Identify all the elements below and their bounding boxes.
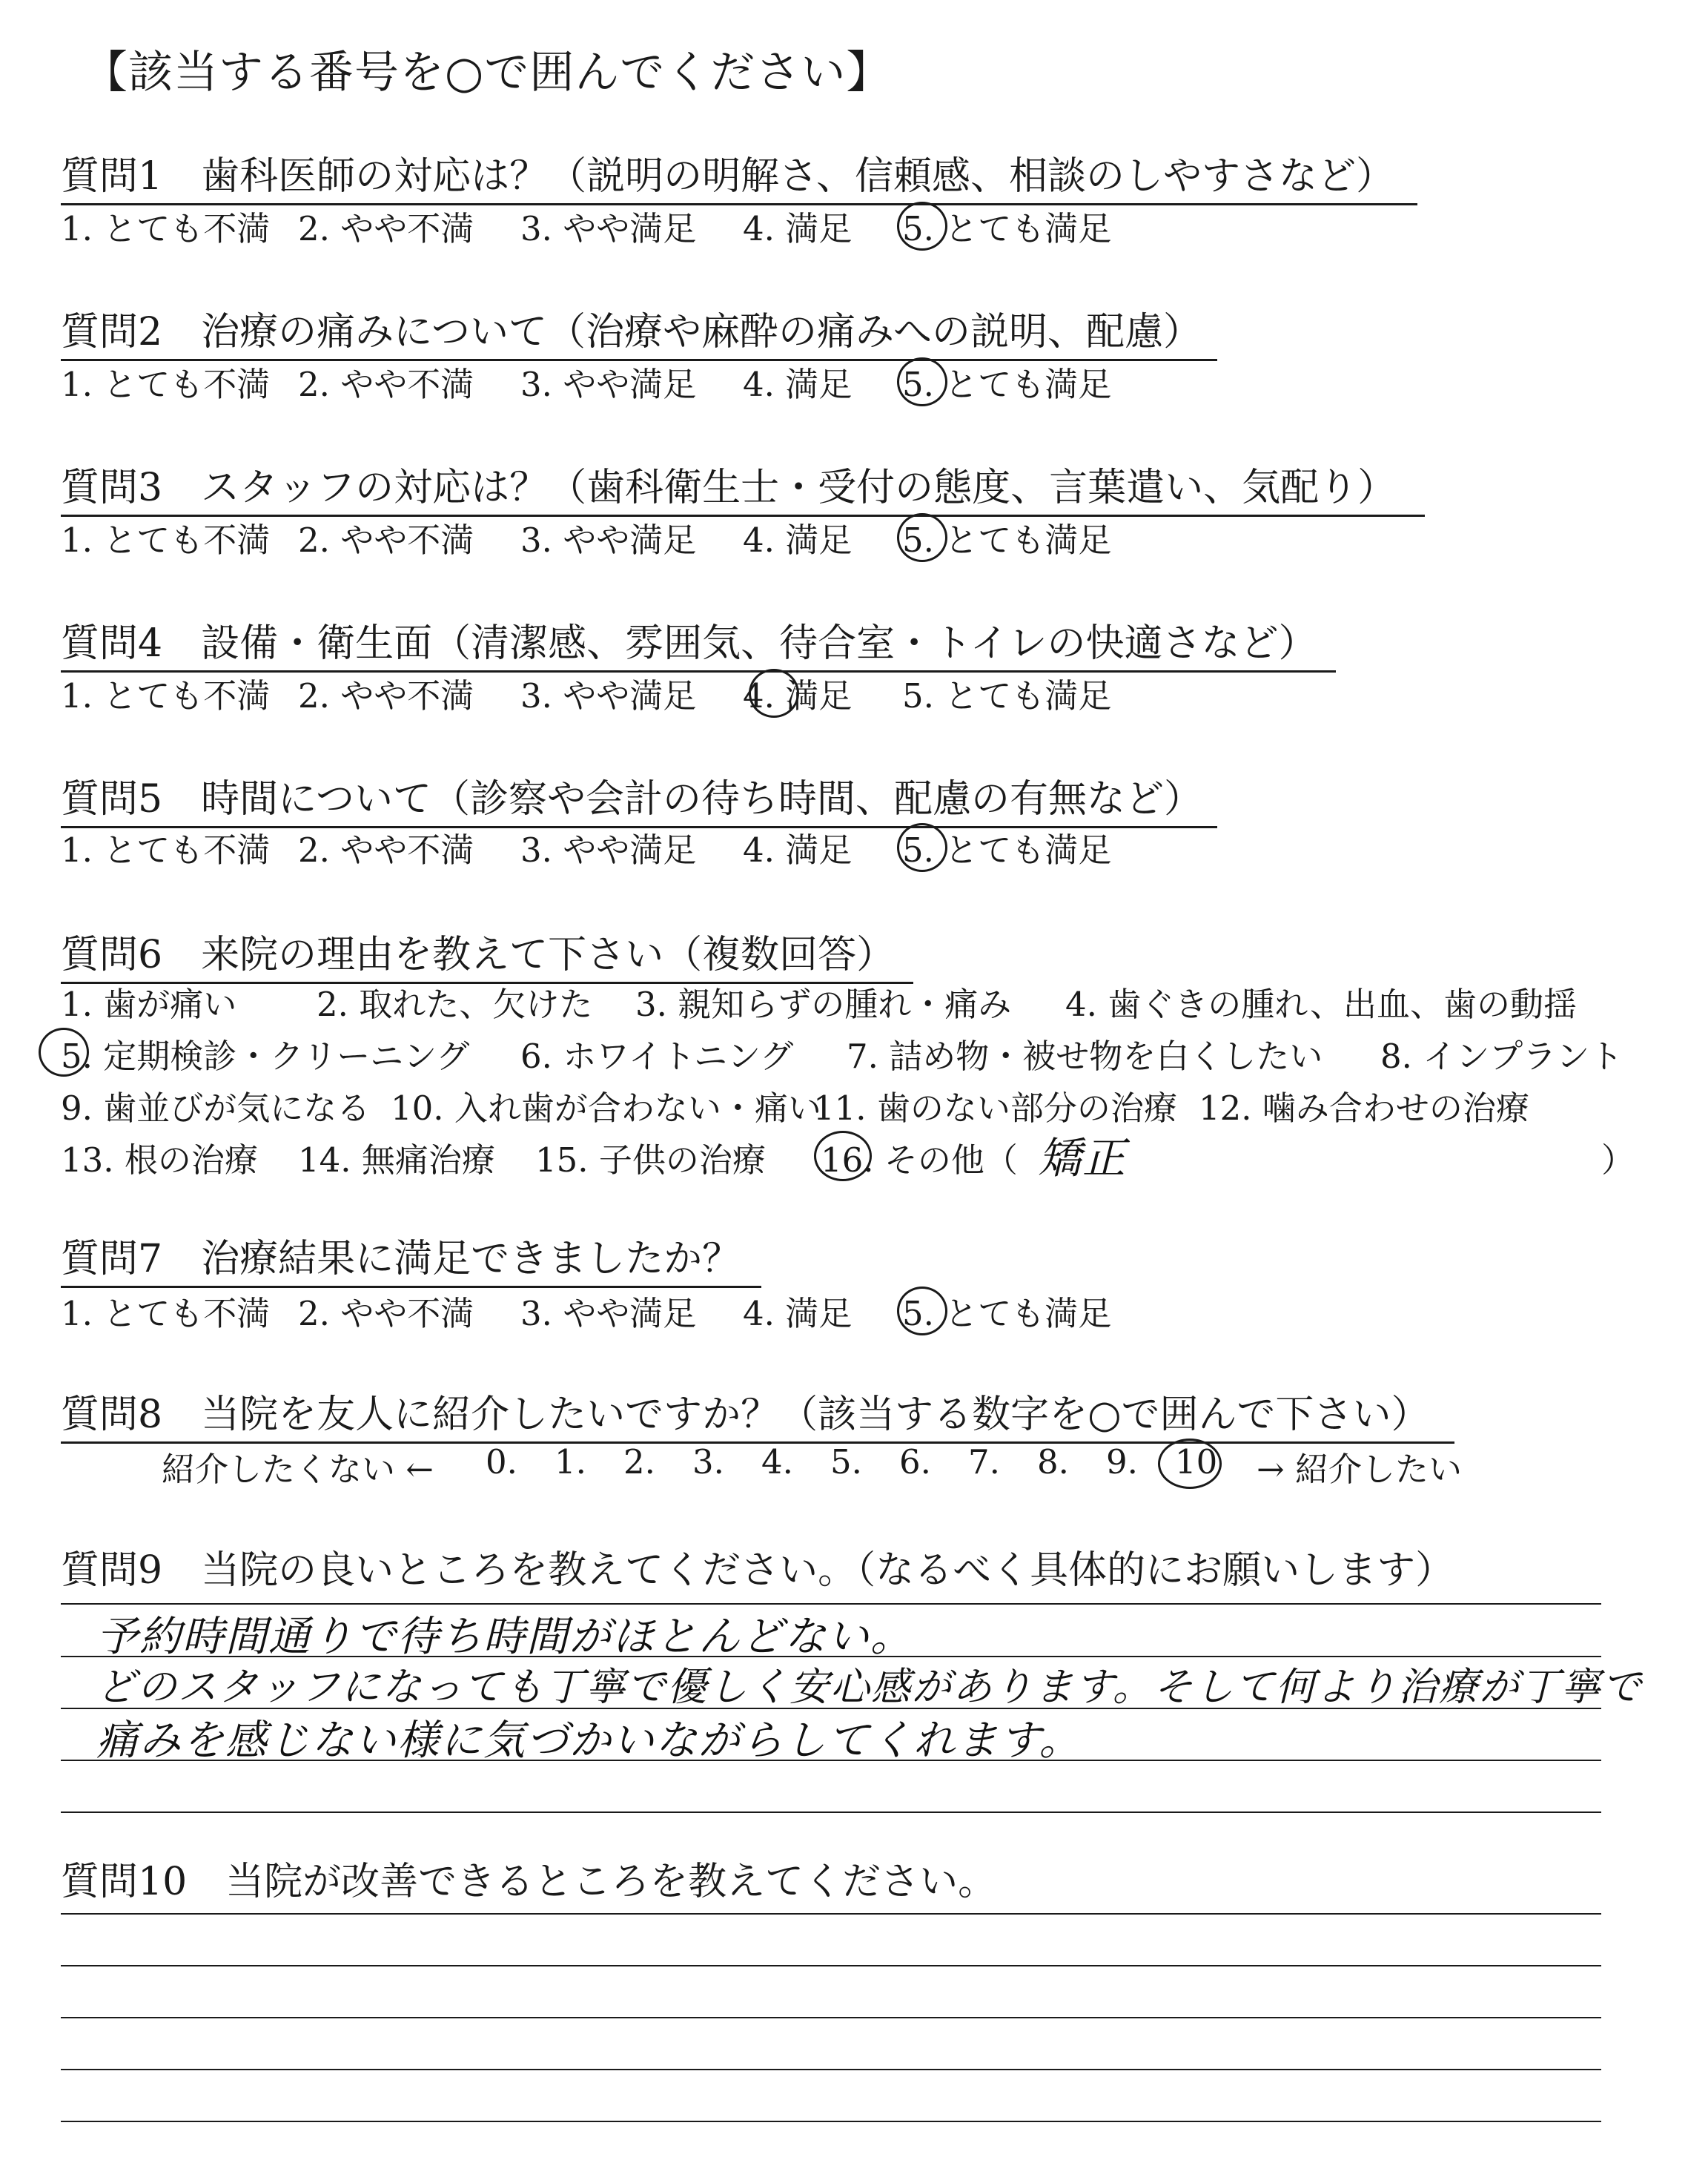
question-8-label: 質問8 当院を友人に紹介したいですか？（該当する数字を○で囲んで下さい）	[61, 1383, 1454, 1444]
question-1-options[interactable]	[61, 202, 1111, 250]
q3-option-3[interactable]: 3. やや満足	[520, 521, 697, 560]
q5-option-1[interactable]: 1. とても不満	[61, 830, 271, 870]
q5-option-4[interactable]: 4. 満足	[743, 830, 853, 870]
q6-option-16-circle	[814, 1131, 872, 1181]
q8-number-7[interactable]: 7.	[968, 1442, 1000, 1482]
q8-number-0[interactable]: 0.	[486, 1442, 517, 1482]
q6-option-11[interactable]: 11. 歯のない部分の治療	[813, 1089, 1177, 1128]
q6-options-row-3[interactable]	[61, 1081, 1529, 1129]
q6-option-13[interactable]: 13. 根の治療	[61, 1140, 258, 1180]
q6-other-handwritten: 矯正	[1038, 1133, 1128, 1183]
q8-number-10[interactable]: 10	[1175, 1442, 1218, 1482]
question-3-label: 質問3 スタッフの対応は？（歯科衛生士・受付の態度、言葉遣い、気配り）	[61, 456, 1425, 517]
q1-selection-circle	[897, 202, 947, 251]
q8-number-2[interactable]: 2.	[623, 1442, 655, 1482]
q4-selection-circle	[749, 669, 799, 718]
q6-other-close-paren: ）	[1601, 1140, 1635, 1180]
q2-selection-circle	[897, 357, 947, 406]
q7-option-2[interactable]: 2. やや不満	[298, 1294, 474, 1333]
question-2-label: 質問2 治療の痛みについて（治療や麻酔の痛みへの説明、配慮）	[61, 300, 1217, 361]
q6-option-4[interactable]: 4. 歯ぐきの腫れ、出血、歯の動揺	[1065, 985, 1577, 1024]
q6-option-16[interactable]: 16. その他（	[821, 1140, 1018, 1180]
q10-writing-line-5[interactable]	[61, 2121, 1601, 2122]
q7-option-1[interactable]: 1. とても不満	[61, 1294, 271, 1333]
question-9-label: 質問9 当院の良いところを教えてください。（なるべく具体的にお願いします）	[61, 1548, 1454, 1593]
question-6-label: 質問6 来院の理由を教えて下さい（複数回答）	[61, 923, 913, 984]
q10-writing-line-2[interactable]	[61, 1965, 1601, 1966]
q1-option-3[interactable]: 3. やや満足	[520, 209, 697, 248]
q7-selection-circle	[897, 1287, 947, 1335]
q6-option-3[interactable]: 3. 親知らずの腫れ・痛み	[635, 985, 1012, 1024]
q6-option-7[interactable]: 7. 詰め物・被せ物を白くしたい	[847, 1037, 1323, 1076]
q8-scale-left-label: 紹介したくない ←	[162, 1450, 434, 1489]
q7-option-4[interactable]: 4. 満足	[743, 1294, 853, 1333]
question-5-label: 質問5 時間について（診察や会計の待ち時間、配慮の有無など）	[61, 767, 1217, 828]
q9-answer-line-2: どのスタッフになっても丁寧で優しく安心感があります。そして何より治療が丁寧で	[96, 1665, 1643, 1710]
question-4-options[interactable]	[61, 669, 1111, 717]
q3-selection-circle	[897, 513, 947, 562]
q6-option-12[interactable]: 12. 噛み合わせの治療	[1199, 1089, 1529, 1128]
q4-option-2[interactable]: 2. やや不満	[298, 676, 474, 716]
q2-option-3[interactable]: 3. やや満足	[520, 365, 697, 404]
q7-option-3[interactable]: 3. やや満足	[520, 1294, 697, 1333]
question-7-label: 質問7 治療結果に満足できましたか？	[61, 1227, 761, 1288]
q2-option-1[interactable]: 1. とても不満	[61, 365, 271, 404]
q8-number-8[interactable]: 8.	[1037, 1442, 1069, 1482]
question-2-options[interactable]	[61, 357, 1111, 406]
q8-number-5[interactable]: 5.	[830, 1442, 862, 1482]
q6-option-2[interactable]: 2. 取れた、欠けた	[317, 985, 593, 1024]
q8-scale-right-label: → 紹介したい	[1257, 1450, 1463, 1489]
q6-option-5[interactable]: 5. 定期検診・クリーニング	[61, 1037, 470, 1076]
q9-answer-line-1: 予約時間通りで待ち時間がほとんどない。	[96, 1613, 913, 1661]
q6-option-14[interactable]: 14. 無痛治療	[298, 1140, 495, 1180]
q4-option-3[interactable]: 3. やや満足	[520, 676, 697, 716]
q7-option-5[interactable]: 5. とても満足	[902, 1294, 1112, 1333]
q8-number-6[interactable]: 6.	[899, 1442, 931, 1482]
q3-option-1[interactable]: 1. とても不満	[61, 521, 271, 560]
q1-option-5[interactable]: 5. とても満足	[902, 209, 1112, 248]
q4-option-1[interactable]: 1. とても不満	[61, 676, 271, 716]
q2-option-2[interactable]: 2. やや不満	[298, 365, 474, 404]
q6-option-6[interactable]: 6. ホワイトニング	[520, 1037, 794, 1076]
q8-number-1[interactable]: 1.	[555, 1442, 586, 1482]
q6-options-row-4[interactable]	[61, 1133, 1018, 1181]
q8-selection-circle	[1158, 1439, 1222, 1489]
q4-option-5[interactable]: 5. とても満足	[902, 676, 1112, 716]
q8-number-9[interactable]: 9.	[1106, 1442, 1138, 1482]
question-4-label: 質問4 設備・衛生面（清潔感、雰囲気、待合室・トイレの快適さなど）	[61, 612, 1336, 673]
q1-option-4[interactable]: 4. 満足	[743, 209, 853, 248]
q8-number-4[interactable]: 4.	[761, 1442, 793, 1482]
q6-option-10[interactable]: 10. 入れ歯が合わない・痛い	[391, 1089, 821, 1128]
q3-option-4[interactable]: 4. 満足	[743, 521, 853, 560]
q2-option-5[interactable]: 5. とても満足	[902, 365, 1112, 404]
q6-options-row-2[interactable]	[61, 1029, 1623, 1077]
q10-writing-line-4[interactable]	[61, 2069, 1601, 2070]
q2-option-4[interactable]: 4. 満足	[743, 365, 853, 404]
q6-option-9[interactable]: 9. 歯並びが気になる	[61, 1089, 371, 1128]
question-3-options[interactable]	[61, 513, 1111, 561]
q6-option-15[interactable]: 15. 子供の治療	[535, 1140, 766, 1180]
q3-option-2[interactable]: 2. やや不満	[298, 521, 474, 560]
q9-answer-line-3: 痛みを感じない様に気づかいながらしてくれます。	[96, 1717, 1082, 1765]
q6-options-row-1[interactable]	[61, 977, 1577, 1025]
q8-number-scale[interactable]	[486, 1442, 1217, 1482]
q5-option-3[interactable]: 3. やや満足	[520, 830, 697, 870]
question-5-options[interactable]	[61, 823, 1111, 871]
q3-option-5[interactable]: 5. とても満足	[902, 521, 1112, 560]
question-1-label: 質問1 歯科医師の対応は？（説明の明解さ、信頼感、相談のしやすさなど）	[61, 145, 1417, 205]
question-7-options[interactable]	[61, 1287, 1111, 1335]
q1-option-1[interactable]: 1. とても不満	[61, 209, 271, 248]
q5-option-5[interactable]: 5. とても満足	[902, 830, 1112, 870]
q5-option-2[interactable]: 2. やや不満	[298, 830, 474, 870]
q6-option-8[interactable]: 8. インプラント	[1380, 1037, 1623, 1076]
q4-option-4[interactable]: 4. 満足	[743, 676, 853, 716]
q9-writing-line-5	[61, 1811, 1601, 1813]
q10-writing-line-1[interactable]	[61, 1913, 1601, 1915]
q6-option-1[interactable]: 1. 歯が痛い	[61, 985, 237, 1024]
q10-writing-line-3[interactable]	[61, 2017, 1601, 2018]
q1-option-2[interactable]: 2. やや不満	[298, 209, 474, 248]
q8-number-3[interactable]: 3.	[692, 1442, 724, 1482]
survey-instruction-title: 【該当する番号を○で囲んでください】	[83, 47, 892, 99]
q5-selection-circle	[897, 823, 947, 872]
q6-option-5-circle	[39, 1028, 89, 1077]
question-10-label: 質問10 当院が改善できるところを教えてください。	[61, 1860, 997, 1904]
